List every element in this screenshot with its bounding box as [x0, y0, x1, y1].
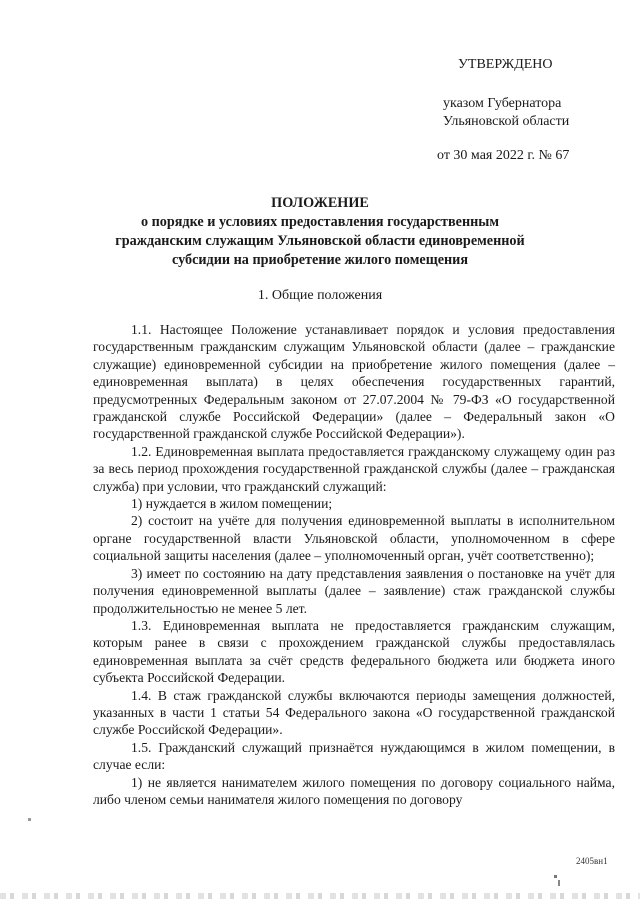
footer-document-code: 2405вн1: [576, 856, 608, 866]
document-title-line1: ПОЛОЖЕНИЕ: [271, 195, 369, 211]
paragraph-1-3: 1.3. Единовременная выплата не предоставляется гражданским служащим, которым ранее в связи с прохождением гражданской службы предоставлялась единовременная выплата за счёт средств федерального бюджета или бюджета иного субъекта Российской Федерации.: [93, 617, 615, 686]
document-title-line3: гражданским служащим Ульяновской области единовременной: [115, 233, 525, 249]
scan-speck: [558, 880, 560, 886]
paragraph-1-2-item-3: 3) имеет по состоянию на дату представления заявления о постановке на учёт для получения единовременной выплаты (далее – заявление) стаж гражданской службы продолжительностью не менее 5 лет.: [93, 565, 615, 616]
scan-speck: [28, 818, 31, 821]
approval-decree-line2: Ульяновской области: [443, 114, 570, 129]
approval-decree-line1: указом Губернатора: [443, 96, 562, 111]
document-body: [93, 321, 615, 808]
approval-title: УТВЕРЖДЕНО: [458, 57, 553, 72]
approval-decree: [443, 95, 640, 131]
approval-date: от 30 мая 2022 г. № 67: [437, 148, 570, 163]
paragraph-1-2-item-1: 1) нуждается в жилом помещении;: [131, 496, 333, 512]
paragraph-1-4: 1.4. В стаж гражданской службы включаются периоды замещения должностей, указанных в части 1 статьи 54 Федерального закона «О государственной гражданской службе Российской Федерации».: [93, 687, 615, 738]
document-title-line4: субсидии на приобретение жилого помещения: [171, 252, 469, 268]
document-title: [80, 194, 560, 270]
scan-bottom-edge: [0, 893, 640, 899]
scan-speck: [554, 875, 557, 878]
paragraph-1-5-item-1: 1) не является нанимателем жилого помещения по договору социального найма, либо членом семьи нанимателя жилого помещения по договору: [93, 774, 615, 807]
paragraph-1-5: 1.5. Гражданский служащий признаётся нуждающимся в жилом помещении, в случае если:: [93, 739, 615, 773]
section-title: 1. Общие положения: [257, 288, 383, 303]
paragraph-1-2-item-2: 2) состоит на учёте для получения единовременной выплаты в исполнительном органе государственной власти Ульяновской области, уполномоченном в сфере социальной защиты населения (далее – уполномоченный орган, учёт соответственно);: [93, 513, 615, 564]
document-title-line2: о порядке и условиях предоставления государственным: [140, 214, 500, 230]
paragraph-1-1: 1.1. Настоящее Положение устанавливает порядок и условия предоставления государственным гражданским служащим Ульяновской области (далее – гражданские служащие) единовременной субсидии на приобретение жилого помещения (далее – единовременная выплата) в целях обеспечения государственных гарантий, предусмотренных Федеральным законом от 27.07.2004 № 79-ФЗ «О государственной гражданской службе Российской Федерации» (далее – Федеральный закон «О государственной гражданской службе Российской Федерации»).: [93, 322, 615, 442]
paragraph-1-2: 1.2. Единовременная выплата предоставляется гражданскому служащему один раз за весь период прохождения государственной гражданской службы (далее – гражданская служба) при условии, что гражданский служащий:: [93, 443, 615, 494]
